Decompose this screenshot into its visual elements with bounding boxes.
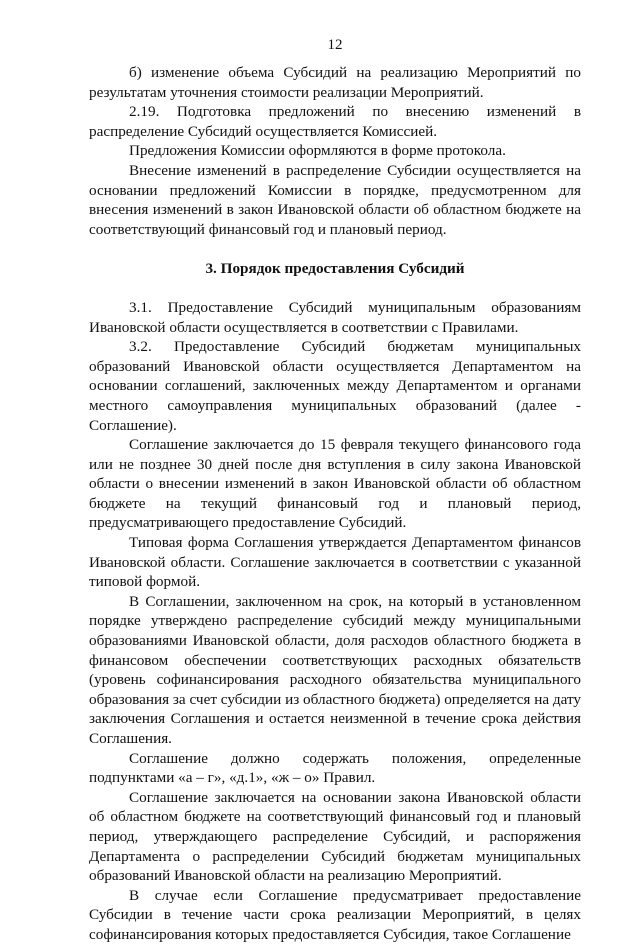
paragraph-partial-term: В случае если Соглашение предусматривает предоставление Субсидии в течение части срока реализации Мероприятий, в целях софинансирования которых предоставляется Субсидия, такое Соглашение xyxy=(89,886,581,943)
paragraph-agreement-basis: Соглашение заключается на основании закона Ивановской области об областном бюджете на соответствующий финансовый год и плановый период, утверждающего распределение Субсидий, и распоряжения Департамента о распределении Субсидий бюджетам муниципальных образований Ивановской области на реализацию Мероприятий. xyxy=(89,788,581,885)
spacer xyxy=(89,239,581,259)
paragraph-agreement-provisions: Соглашение должно содержать положения, определенные подпунктами «а – г», «д.1», «ж – о» Правил. xyxy=(89,749,581,787)
spacer xyxy=(89,279,581,298)
paragraph-cofinancing-share: В Соглашении, заключенном на срок, на который в установленном порядке утверждено распределение субсидий между муниципальными образованиями Ивановской области, доля расходов областного бюджета в финансовом обеспечении соответствующих расходных обязательств (уровень софинансирования расходного обязательства муниципального образования за счет субсидии из областного бюджета) определяется на дату заключения Соглашения и остается неизменной в течение срока действия Соглашения. xyxy=(89,592,581,747)
paragraph-3-1: 3.1. Предоставление Субсидий муниципальным образованиям Ивановской области осуществляется в соответствии с Правилами. xyxy=(89,298,581,336)
paragraph-agreement-deadline: Соглашение заключается до 15 февраля текущего финансового года или не позднее 30 дней после дня вступления в силу закона Ивановской области о внесении изменений в закон Ивановской области об областном бюджете на текущий финансовый год и плановый период, предусматривающего предоставление Субсидий. xyxy=(89,436,581,532)
paragraph-2-19: 2.19. Подготовка предложений по внесению изменений в распределение Субсидий осуществляется Комиссией. xyxy=(89,103,581,140)
paragraph-amendments: Внесение изменений в распределение Субсидии осуществляется на основании предложений Комиссии в порядке, предусмотренном для внесения изменений в закон Ивановской области об областном бюджете на соответствующий финансовый год и плановый период. xyxy=(89,161,581,238)
page-number: 12 xyxy=(327,37,343,53)
paragraph-commission-protocol: Предложения Комиссии оформляются в форме протокола. xyxy=(129,142,506,160)
paragraph-item-b: б) изменение объема Субсидий на реализацию Мероприятий по результатам уточнения стоимости реализации Мероприятий. xyxy=(89,64,581,101)
paragraph-3-2: 3.2. Предоставление Субсидий бюджетам муниципальных образований Ивановской области осуществляется Департаментом на основании соглашений, заключенных между Департаментом и органами местного самоуправления муниципальных образований (далее - Соглашение). xyxy=(89,338,581,434)
document-body xyxy=(89,63,581,945)
paragraph-standard-form: Типовая форма Соглашения утверждается Департаментом финансов Ивановской области. Соглашение заключается в соответствии с указанной типовой формой. xyxy=(89,534,581,591)
section-heading: 3. Порядок предоставления Субсидий xyxy=(205,260,465,278)
